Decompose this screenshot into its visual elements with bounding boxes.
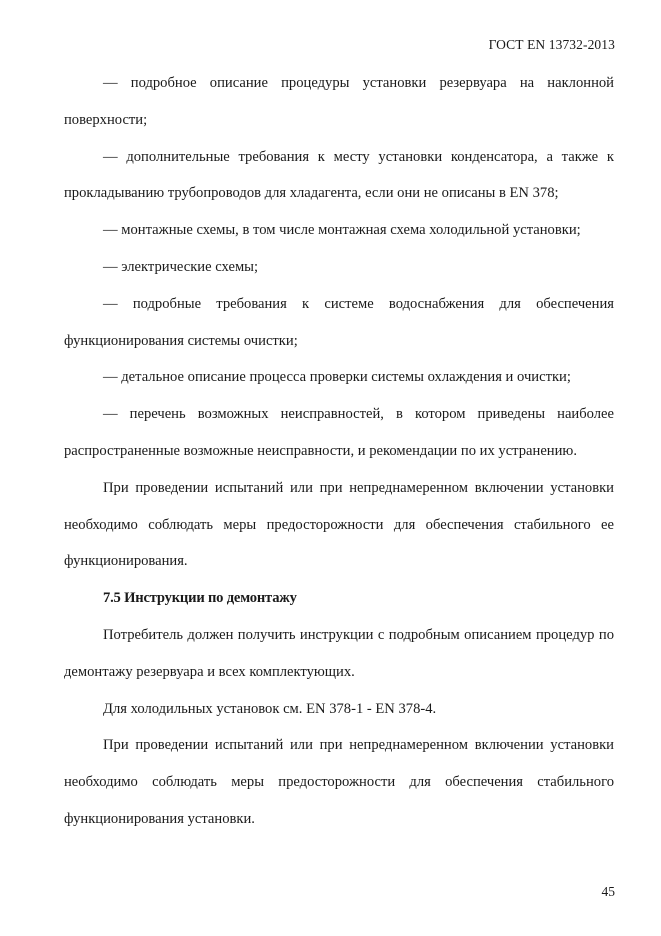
list-item: — дополнительные требования к месту установки конденсатора, а также к прокладыванию трубопроводов для хладагента, если они не описаны в EN 378; bbox=[64, 148, 614, 202]
section-paragraph: Для холодильных установок см. EN 378-1 - EN 378-4. bbox=[103, 700, 437, 717]
list-item: — перечень возможных неисправностей, в котором приведены наиболее распространенные возможные неисправности, и рекомендации по их устранению. bbox=[64, 406, 614, 459]
list-item: — подробные требования к системе водоснабжения для обеспечения функционирования системы очистки; bbox=[64, 295, 614, 349]
section-heading: 7.5 Инструкции по демонтажу bbox=[103, 590, 297, 607]
list-item: — монтажные схемы, в том числе монтажная схема холодильной установки; bbox=[103, 222, 581, 239]
list-item: — электрические схемы; bbox=[103, 258, 259, 275]
body-text bbox=[64, 65, 614, 838]
section-paragraph: Потребитель должен получить инструкции с подробным описанием процедур по демонтажу резервуара и всех комплектующих. bbox=[64, 626, 614, 680]
section-paragraph: При проведении испытаний или при непреднамеренном включении установки необходимо соблюдать меры предосторожности для обеспечения стабильного функционирования установки. bbox=[64, 737, 614, 827]
document-code: ГОСТ EN 13732-2013 bbox=[488, 37, 615, 52]
list-item: — подробное описание процедуры установки резервуара на наклонной поверхности; bbox=[64, 75, 614, 128]
safety-paragraph: При проведении испытаний или при непреднамеренном включении установки необходимо соблюдать меры предосторожности для обеспечения стабильного ее функционирования. bbox=[64, 479, 614, 570]
page-number: 45 bbox=[601, 884, 615, 899]
list-item: — детальное описание процесса проверки системы охлаждения и очистки; bbox=[103, 369, 571, 386]
